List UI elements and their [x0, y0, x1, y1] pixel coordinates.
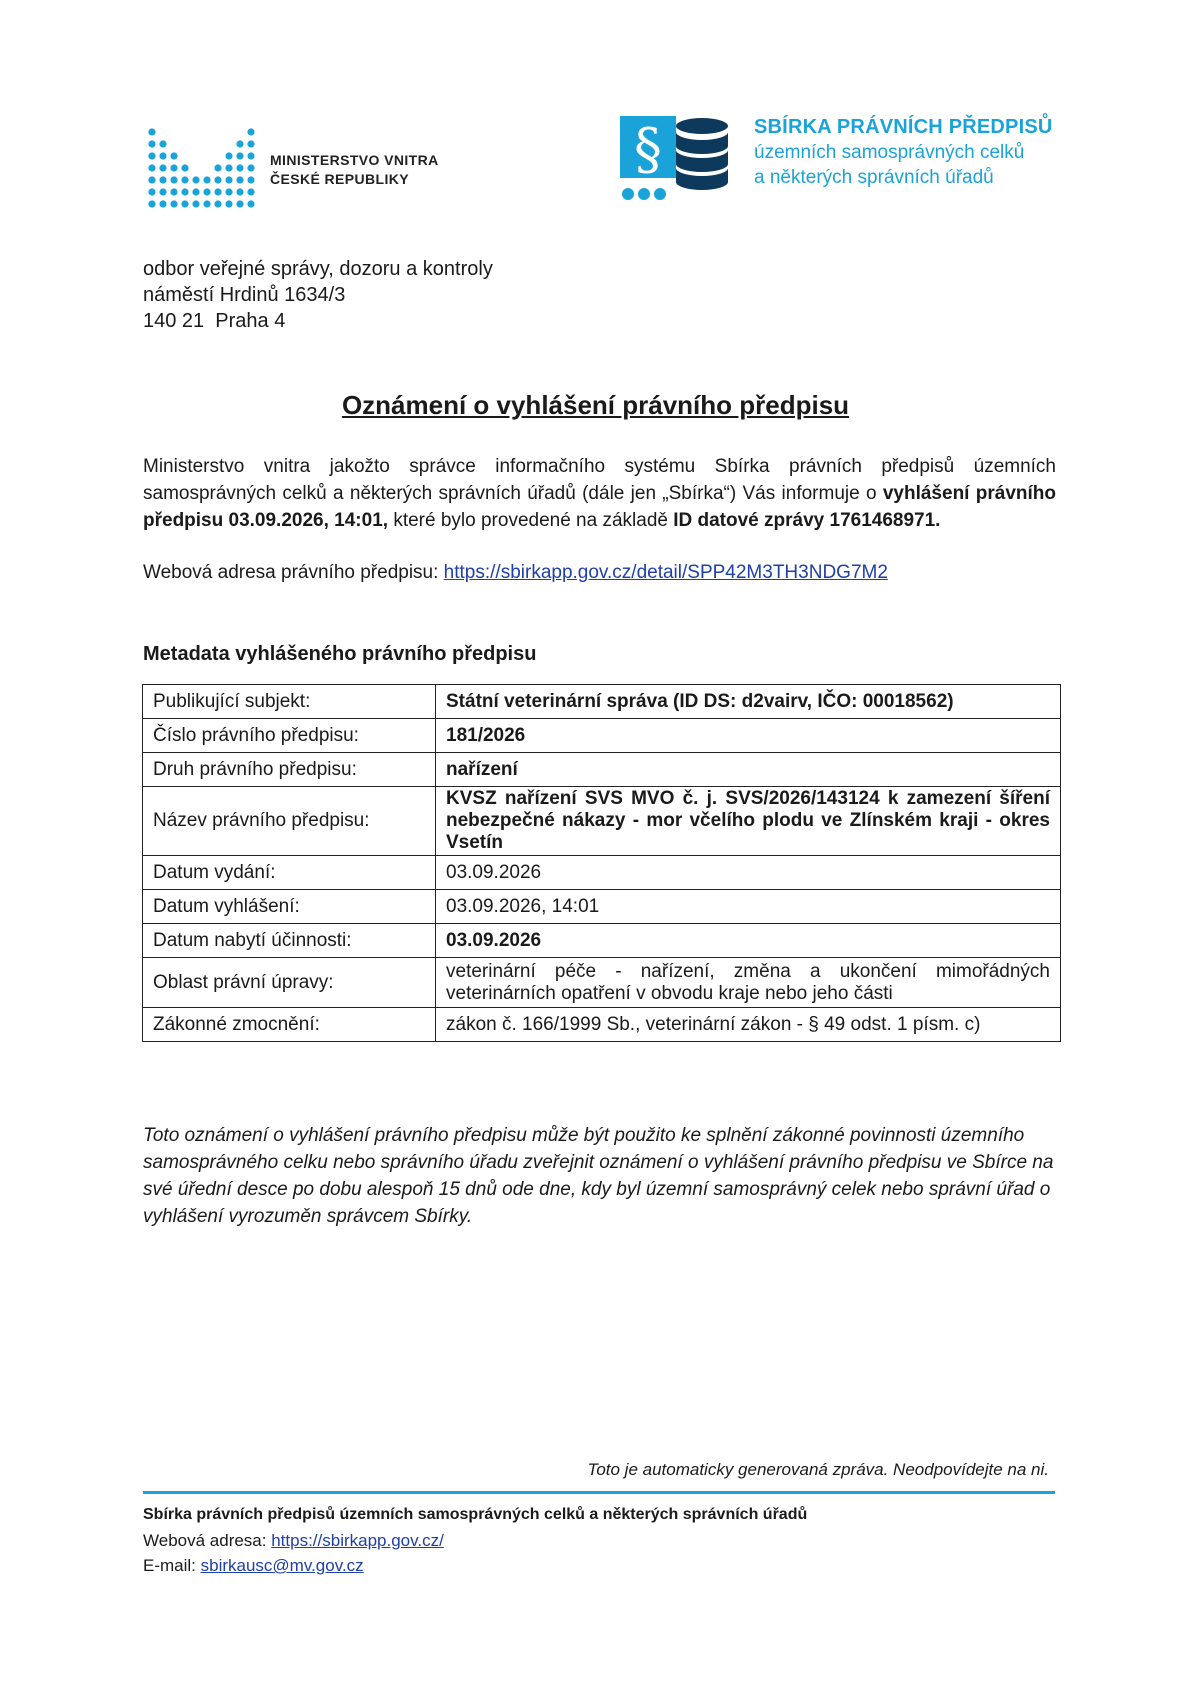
- row-value: zákon č. 166/1999 Sb., veterinární zákon - § 49 odst. 1 písm. c): [436, 1008, 1061, 1042]
- row-label: Číslo právního předpisu:: [143, 719, 436, 753]
- metadata-table: [142, 684, 1061, 1042]
- intro-part-2: které bylo provedené na základě: [388, 510, 674, 531]
- usage-notice: Toto oznámení o vyhlášení právního předpisu může být použito ke splnění zákonné povinnosti územního samosprávného celku nebo správního úřadu zveřejnit oznámení o vyhlášení právního předpisu ve Sbírce na své úřední desce po dobu alespoň 15 dnů ode dne, kdy byl územní samosprávný celek nebo správní úřad o vyhlášení vyrozuměn správcem Sbírky.: [143, 1125, 1054, 1227]
- footer-web: [143, 1531, 444, 1551]
- web-address-label: Webová adresa právního předpisu:: [143, 562, 444, 583]
- row-label: Oblast právní úpravy:: [143, 958, 436, 1008]
- row-value: 181/2026: [436, 719, 1061, 753]
- row-value: Státní veterinární správa (ID DS: d2vairv, IČO: 00018562): [436, 685, 1061, 719]
- address-line-3: 140 21 Praha 4: [143, 310, 286, 332]
- row-label: Zákonné zmocnění:: [143, 1008, 436, 1042]
- collection-subtitle-1: územních samosprávných celků: [754, 142, 1025, 163]
- row-label: Publikující subjekt:: [143, 685, 436, 719]
- table-row: [143, 890, 1061, 924]
- ministry-name-line1: MINISTERSTVO VNITRA: [270, 152, 439, 168]
- table-row: [143, 719, 1061, 753]
- document-title: Oznámení o vyhlášení právního předpisu: [341, 390, 850, 420]
- regulation-web-address: [143, 562, 888, 584]
- footer-title: Sbírka právních předpisů územních samosprávných celků a některých správních úřadů: [143, 1506, 808, 1523]
- table-row: [143, 958, 1061, 1008]
- footer-email-link[interactable]: sbirkausc@mv.gov.cz: [200, 1556, 364, 1575]
- footer-web-link[interactable]: https://sbirkapp.gov.cz/: [271, 1531, 444, 1550]
- row-value: 03.09.2026: [436, 924, 1061, 958]
- intro-bold-1: vyhlášení právního předpisu 03.09.2026, 14:01,: [143, 483, 1056, 531]
- row-value: 03.09.2026, 14:01: [436, 890, 1061, 924]
- footer-web-label: Webová adresa:: [143, 1531, 272, 1550]
- row-label: Datum nabytí účinnosti:: [143, 924, 436, 958]
- sender-address: [143, 256, 493, 334]
- intro-paragraph: [143, 453, 1056, 534]
- row-value: veterinární péče - nařízení, změna a ukončení mimořádných veterinárních opatření v obvodu kraje nebo jeho části: [436, 958, 1061, 1008]
- intro-bold-2: ID datové zprávy 1761468971.: [673, 510, 941, 531]
- address-line-2: náměstí Hrdinů 1634/3: [143, 284, 346, 306]
- table-row: [143, 856, 1061, 890]
- row-label: Název právního předpisu:: [143, 787, 436, 856]
- table-row: [143, 685, 1061, 719]
- svg-text:§: §: [634, 117, 662, 182]
- paragraph-database-logo-icon: [620, 116, 730, 206]
- footer-email: [143, 1556, 364, 1576]
- ministry-name-line2: ČESKÉ REPUBLIKY: [270, 171, 410, 187]
- row-label: Datum vydání:: [143, 856, 436, 890]
- address-line-1: odbor veřejné správy, dozoru a kontroly: [143, 258, 493, 280]
- collection-subtitle-2: a některých správních úřadů: [754, 167, 994, 188]
- table-row: [143, 924, 1061, 958]
- row-value: KVSZ nařízení SVS MVO č. j. SVS/2026/143124 k zamezení šíření nebezpečné nákazy - mor včelího plodu ve Zlínském kraji - okres Vsetín: [436, 787, 1061, 856]
- row-value: 03.09.2026: [436, 856, 1061, 890]
- table-row: [143, 753, 1061, 787]
- table-row: [143, 1008, 1061, 1042]
- dot-bars-logo-icon: [147, 120, 257, 210]
- auto-generated-message: Toto je automaticky generovaná zpráva. Neodpovídejte na ni.: [587, 1460, 1049, 1479]
- footer-divider: [143, 1491, 1055, 1494]
- footer-email-label: E-mail:: [143, 1556, 201, 1575]
- table-row: [143, 787, 1061, 856]
- regulation-url-link[interactable]: https://sbirkapp.gov.cz/detail/SPP42M3TH3NDG7M2: [443, 562, 888, 583]
- ministry-name: [270, 151, 439, 189]
- row-label: Datum vyhlášení:: [143, 890, 436, 924]
- collection-title: SBÍRKA PRÁVNÍCH PŘEDPISŮ: [754, 116, 1053, 138]
- metadata-heading: Metadata vyhlášeného právního předpisu: [143, 643, 537, 665]
- intro-part-1: Ministerstvo vnitra jakožto správce informačního systému Sbírka právních předpisů územních samosprávných celků a některých správních úřadů (dále jen „Sbírka“) Vás informuje o: [143, 456, 1056, 504]
- row-value: nařízení: [436, 753, 1061, 787]
- row-label: Druh právního předpisu:: [143, 753, 436, 787]
- collection-name: [754, 115, 1053, 190]
